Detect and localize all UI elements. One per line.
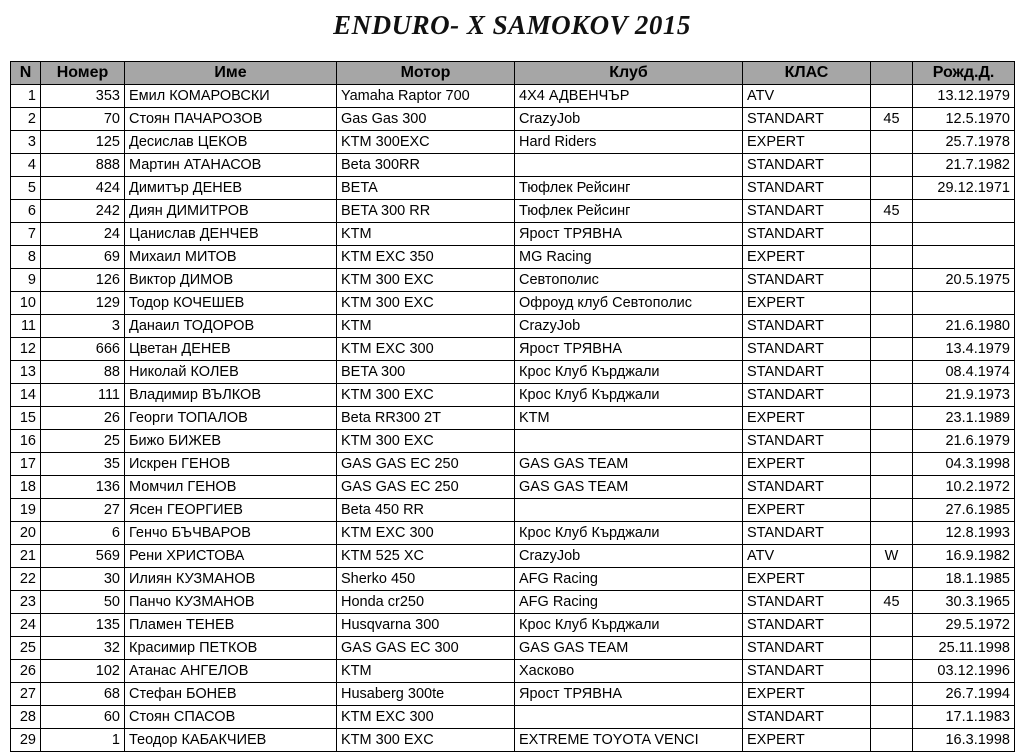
cell-number: 1 (41, 729, 125, 752)
cell-club: Крос Клуб Кърджали (515, 384, 743, 407)
cell-extra (871, 384, 913, 407)
cell-birthdate: 16.3.1998 (913, 729, 1015, 752)
cell-n: 19 (11, 499, 41, 522)
cell-birthdate: 13.12.1979 (913, 85, 1015, 108)
cell-n: 15 (11, 407, 41, 430)
cell-number: 129 (41, 292, 125, 315)
cell-name: Цанислав ДЕНЧЕВ (125, 223, 337, 246)
cell-name: Момчил ГЕНОВ (125, 476, 337, 499)
cell-number: 68 (41, 683, 125, 706)
cell-name: Димитър ДЕНЕВ (125, 177, 337, 200)
cell-class: EXPERT (743, 131, 871, 154)
cell-class: EXPERT (743, 568, 871, 591)
cell-motorcycle: KTM 300EXC (337, 131, 515, 154)
cell-name: Тодор КОЧЕШЕВ (125, 292, 337, 315)
cell-class: STANDART (743, 338, 871, 361)
table-row (11, 315, 1015, 338)
table-row (11, 223, 1015, 246)
cell-extra (871, 729, 913, 752)
cell-extra: 45 (871, 108, 913, 131)
cell-number: 135 (41, 614, 125, 637)
cell-number: 30 (41, 568, 125, 591)
cell-extra (871, 568, 913, 591)
cell-name: Стоян СПАСОВ (125, 706, 337, 729)
cell-birthdate: 08.4.1974 (913, 361, 1015, 384)
cell-name: Ясен ГЕОРГИЕВ (125, 499, 337, 522)
cell-extra (871, 361, 913, 384)
cell-class: EXPERT (743, 729, 871, 752)
cell-class: STANDART (743, 430, 871, 453)
table-row (11, 476, 1015, 499)
cell-club: CrazyJob (515, 315, 743, 338)
cell-name: Илиян КУЗМАНОВ (125, 568, 337, 591)
cell-name: Стефан БОНЕВ (125, 683, 337, 706)
cell-number: 3 (41, 315, 125, 338)
cell-class: STANDART (743, 522, 871, 545)
table-row (11, 269, 1015, 292)
cell-name: Теодор КАБАКЧИЕВ (125, 729, 337, 752)
cell-name: Генчо БЪЧВАРОВ (125, 522, 337, 545)
cell-motorcycle: KTM EXC 300 (337, 706, 515, 729)
cell-n: 2 (11, 108, 41, 131)
table-row (11, 660, 1015, 683)
cell-n: 7 (11, 223, 41, 246)
cell-class: ATV (743, 85, 871, 108)
cell-class: EXPERT (743, 407, 871, 430)
cell-name: Емил КОМАРОВСКИ (125, 85, 337, 108)
table-row (11, 522, 1015, 545)
cell-name: Михаил МИТОВ (125, 246, 337, 269)
cell-number: 125 (41, 131, 125, 154)
cell-extra (871, 637, 913, 660)
cell-club: Хасково (515, 660, 743, 683)
cell-n: 26 (11, 660, 41, 683)
entries-table (10, 61, 1015, 752)
cell-motorcycle: Sherko 450 (337, 568, 515, 591)
table-row (11, 430, 1015, 453)
cell-motorcycle: KTM 525 XC (337, 545, 515, 568)
cell-club: Офроуд клуб Севтополис (515, 292, 743, 315)
cell-number: 27 (41, 499, 125, 522)
table-row (11, 131, 1015, 154)
cell-birthdate: 04.3.1998 (913, 453, 1015, 476)
cell-motorcycle: KTM (337, 660, 515, 683)
cell-club: Крос Клуб Кърджали (515, 522, 743, 545)
cell-number: 60 (41, 706, 125, 729)
cell-extra: W (871, 545, 913, 568)
cell-birthdate: 21.7.1982 (913, 154, 1015, 177)
cell-motorcycle: KTM 300 EXC (337, 384, 515, 407)
cell-birthdate: 21.6.1980 (913, 315, 1015, 338)
cell-number: 50 (41, 591, 125, 614)
cell-extra (871, 614, 913, 637)
cell-n: 23 (11, 591, 41, 614)
cell-motorcycle: KTM EXC 350 (337, 246, 515, 269)
column-header-motorcycle: Мотор (337, 62, 515, 85)
cell-class: ATV (743, 545, 871, 568)
cell-number: 88 (41, 361, 125, 384)
cell-n: 4 (11, 154, 41, 177)
cell-extra (871, 683, 913, 706)
cell-name: Цветан ДЕНЕВ (125, 338, 337, 361)
table-row (11, 614, 1015, 637)
cell-name: Десислав ЦЕКОВ (125, 131, 337, 154)
column-header-number: Номер (41, 62, 125, 85)
cell-club: CrazyJob (515, 108, 743, 131)
cell-class: STANDART (743, 361, 871, 384)
table-row (11, 545, 1015, 568)
cell-number: 888 (41, 154, 125, 177)
cell-class: EXPERT (743, 499, 871, 522)
cell-n: 1 (11, 85, 41, 108)
cell-birthdate: 13.4.1979 (913, 338, 1015, 361)
cell-motorcycle: BETA 300 (337, 361, 515, 384)
cell-birthdate: 26.7.1994 (913, 683, 1015, 706)
table-header-row (11, 62, 1015, 85)
cell-motorcycle: GAS GAS EC 300 (337, 637, 515, 660)
cell-birthdate: 20.5.1975 (913, 269, 1015, 292)
cell-name: Владимир ВЪЛКОВ (125, 384, 337, 407)
table-row (11, 85, 1015, 108)
table-row (11, 453, 1015, 476)
column-header-extra (871, 62, 913, 85)
cell-number: 32 (41, 637, 125, 660)
cell-name: Стоян ПАЧАРОЗОВ (125, 108, 337, 131)
table-row (11, 729, 1015, 752)
cell-extra (871, 499, 913, 522)
cell-birthdate: 23.1.1989 (913, 407, 1015, 430)
cell-class: STANDART (743, 223, 871, 246)
cell-extra (871, 706, 913, 729)
cell-club: KTM (515, 407, 743, 430)
cell-n: 20 (11, 522, 41, 545)
column-header-name: Име (125, 62, 337, 85)
cell-birthdate: 18.1.1985 (913, 568, 1015, 591)
cell-club (515, 499, 743, 522)
table-row (11, 292, 1015, 315)
cell-club: CrazyJob (515, 545, 743, 568)
cell-n: 12 (11, 338, 41, 361)
cell-birthdate (913, 223, 1015, 246)
cell-club: Тюфлек Рейсинг (515, 177, 743, 200)
table-row (11, 499, 1015, 522)
cell-extra (871, 246, 913, 269)
cell-motorcycle: KTM 300 EXC (337, 292, 515, 315)
cell-name: Диян ДИМИТРОВ (125, 200, 337, 223)
cell-class: STANDART (743, 660, 871, 683)
cell-n: 24 (11, 614, 41, 637)
cell-class: STANDART (743, 108, 871, 131)
column-header-class: КЛАС (743, 62, 871, 85)
cell-club: GAS GAS TEAM (515, 476, 743, 499)
cell-motorcycle: KTM (337, 315, 515, 338)
cell-name: Данаил ТОДОРОВ (125, 315, 337, 338)
cell-birthdate: 29.12.1971 (913, 177, 1015, 200)
cell-class: STANDART (743, 269, 871, 292)
cell-motorcycle: Beta 450 RR (337, 499, 515, 522)
cell-extra (871, 85, 913, 108)
cell-club: Hard Riders (515, 131, 743, 154)
cell-birthdate: 25.11.1998 (913, 637, 1015, 660)
cell-number: 242 (41, 200, 125, 223)
cell-number: 24 (41, 223, 125, 246)
cell-number: 70 (41, 108, 125, 131)
cell-club: Крос Клуб Кърджали (515, 361, 743, 384)
cell-name: Мартин АТАНАСОВ (125, 154, 337, 177)
table-row (11, 683, 1015, 706)
cell-extra (871, 315, 913, 338)
cell-motorcycle: BETA 300 RR (337, 200, 515, 223)
cell-motorcycle: Honda cr250 (337, 591, 515, 614)
cell-class: EXPERT (743, 292, 871, 315)
cell-n: 11 (11, 315, 41, 338)
cell-n: 5 (11, 177, 41, 200)
cell-birthdate: 27.6.1985 (913, 499, 1015, 522)
cell-extra (871, 131, 913, 154)
cell-birthdate: 16.9.1982 (913, 545, 1015, 568)
table-row (11, 568, 1015, 591)
cell-motorcycle: Beta 300RR (337, 154, 515, 177)
cell-extra (871, 430, 913, 453)
cell-motorcycle: KTM 300 EXC (337, 729, 515, 752)
cell-n: 10 (11, 292, 41, 315)
cell-birthdate: 21.6.1979 (913, 430, 1015, 453)
cell-number: 126 (41, 269, 125, 292)
cell-club: Крос Клуб Кърджали (515, 614, 743, 637)
cell-motorcycle: KTM (337, 223, 515, 246)
cell-extra: 45 (871, 200, 913, 223)
cell-extra (871, 407, 913, 430)
cell-n: 16 (11, 430, 41, 453)
cell-extra (871, 154, 913, 177)
cell-name: Николай КОЛЕВ (125, 361, 337, 384)
table-row (11, 154, 1015, 177)
cell-class: STANDART (743, 706, 871, 729)
cell-birthdate: 21.9.1973 (913, 384, 1015, 407)
cell-extra (871, 453, 913, 476)
cell-extra (871, 177, 913, 200)
column-header-club: Клуб (515, 62, 743, 85)
cell-extra (871, 269, 913, 292)
cell-n: 6 (11, 200, 41, 223)
cell-club: 4Х4 АДВЕНЧЪР (515, 85, 743, 108)
table-row (11, 384, 1015, 407)
cell-n: 14 (11, 384, 41, 407)
cell-club: Тюфлек Рейсинг (515, 200, 743, 223)
cell-number: 111 (41, 384, 125, 407)
table-body (11, 85, 1015, 752)
table-row (11, 637, 1015, 660)
cell-number: 136 (41, 476, 125, 499)
cell-number: 102 (41, 660, 125, 683)
cell-birthdate: 29.5.1972 (913, 614, 1015, 637)
cell-class: STANDART (743, 154, 871, 177)
cell-n: 29 (11, 729, 41, 752)
cell-birthdate: 30.3.1965 (913, 591, 1015, 614)
cell-name: Виктор ДИМОВ (125, 269, 337, 292)
cell-motorcycle: KTM 300 EXC (337, 430, 515, 453)
cell-number: 424 (41, 177, 125, 200)
cell-n: 27 (11, 683, 41, 706)
table-row (11, 108, 1015, 131)
cell-class: STANDART (743, 637, 871, 660)
cell-class: STANDART (743, 614, 871, 637)
cell-birthdate: 12.8.1993 (913, 522, 1015, 545)
cell-class: EXPERT (743, 453, 871, 476)
cell-name: Атанас АНГЕЛОВ (125, 660, 337, 683)
cell-class: EXPERT (743, 246, 871, 269)
table-row (11, 338, 1015, 361)
table-row (11, 706, 1015, 729)
cell-club (515, 706, 743, 729)
table-row (11, 407, 1015, 430)
column-header-birthdate: Рожд.Д. (913, 62, 1015, 85)
cell-n: 8 (11, 246, 41, 269)
cell-class: STANDART (743, 315, 871, 338)
cell-club: AFG Racing (515, 568, 743, 591)
cell-birthdate: 03.12.1996 (913, 660, 1015, 683)
cell-n: 13 (11, 361, 41, 384)
cell-motorcycle: KTM 300 EXC (337, 269, 515, 292)
cell-class: STANDART (743, 476, 871, 499)
cell-club: EXTREME TOYOTA VENCI (515, 729, 743, 752)
cell-club: Ярост ТРЯВНА (515, 223, 743, 246)
cell-n: 28 (11, 706, 41, 729)
cell-extra (871, 223, 913, 246)
cell-motorcycle: GAS GAS EC 250 (337, 476, 515, 499)
cell-motorcycle: Husaberg 300te (337, 683, 515, 706)
cell-motorcycle: Beta RR300 2T (337, 407, 515, 430)
cell-n: 22 (11, 568, 41, 591)
cell-number: 353 (41, 85, 125, 108)
cell-extra (871, 522, 913, 545)
cell-name: Красимир ПЕТКОВ (125, 637, 337, 660)
cell-number: 569 (41, 545, 125, 568)
cell-motorcycle: KTM EXC 300 (337, 338, 515, 361)
cell-club: Ярост ТРЯВНА (515, 683, 743, 706)
table-row (11, 177, 1015, 200)
cell-motorcycle: Husqvarna 300 (337, 614, 515, 637)
table-row (11, 200, 1015, 223)
cell-birthdate: 12.5.1970 (913, 108, 1015, 131)
cell-club: MG Racing (515, 246, 743, 269)
cell-class: STANDART (743, 384, 871, 407)
cell-motorcycle: KTM EXC 300 (337, 522, 515, 545)
cell-n: 9 (11, 269, 41, 292)
page-title: ENDURO- X SAMOKOV 2015 (333, 10, 691, 40)
cell-birthdate (913, 246, 1015, 269)
cell-extra (871, 292, 913, 315)
cell-n: 17 (11, 453, 41, 476)
cell-name: Искрен ГЕНОВ (125, 453, 337, 476)
cell-club: AFG Racing (515, 591, 743, 614)
cell-motorcycle: BETA (337, 177, 515, 200)
cell-club: GAS GAS TEAM (515, 637, 743, 660)
cell-birthdate: 17.1.1983 (913, 706, 1015, 729)
cell-name: Бижо БИЖЕВ (125, 430, 337, 453)
cell-club (515, 154, 743, 177)
cell-birthdate: 10.2.1972 (913, 476, 1015, 499)
cell-number: 6 (41, 522, 125, 545)
cell-extra (871, 338, 913, 361)
cell-number: 25 (41, 430, 125, 453)
cell-name: Пламен ТЕНЕВ (125, 614, 337, 637)
cell-number: 666 (41, 338, 125, 361)
cell-club: Севтополис (515, 269, 743, 292)
cell-extra (871, 660, 913, 683)
cell-name: Рени ХРИСТОВА (125, 545, 337, 568)
cell-name: Панчо КУЗМАНОВ (125, 591, 337, 614)
cell-birthdate (913, 292, 1015, 315)
cell-name: Георги ТОПАЛОВ (125, 407, 337, 430)
cell-club (515, 430, 743, 453)
cell-extra: 45 (871, 591, 913, 614)
cell-motorcycle: GAS GAS EC 250 (337, 453, 515, 476)
cell-extra (871, 476, 913, 499)
cell-n: 21 (11, 545, 41, 568)
cell-birthdate: 25.7.1978 (913, 131, 1015, 154)
cell-birthdate (913, 200, 1015, 223)
table-row (11, 591, 1015, 614)
table-row (11, 246, 1015, 269)
cell-n: 3 (11, 131, 41, 154)
cell-club: Ярост ТРЯВНА (515, 338, 743, 361)
cell-motorcycle: Yamaha Raptor 700 (337, 85, 515, 108)
cell-class: STANDART (743, 200, 871, 223)
cell-number: 69 (41, 246, 125, 269)
cell-class: EXPERT (743, 683, 871, 706)
cell-number: 26 (41, 407, 125, 430)
table-row (11, 361, 1015, 384)
cell-class: STANDART (743, 591, 871, 614)
column-header-n: N (11, 62, 41, 85)
cell-n: 18 (11, 476, 41, 499)
cell-class: STANDART (743, 177, 871, 200)
cell-n: 25 (11, 637, 41, 660)
cell-number: 35 (41, 453, 125, 476)
cell-club: GAS GAS TEAM (515, 453, 743, 476)
cell-motorcycle: Gas Gas 300 (337, 108, 515, 131)
